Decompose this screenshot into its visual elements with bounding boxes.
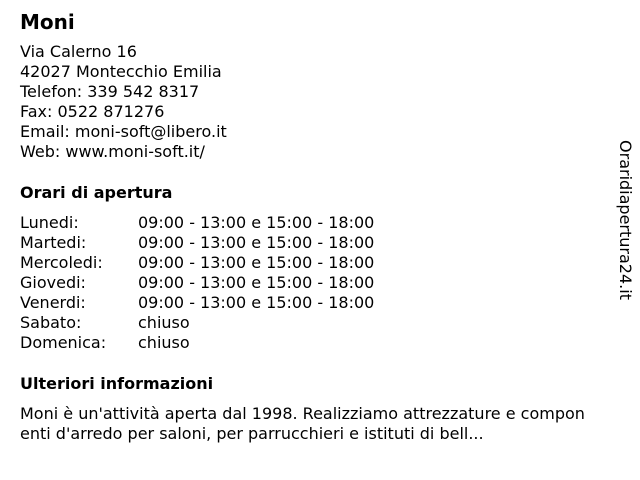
hours-day: Domenica: xyxy=(20,333,107,352)
additional-info-heading: Ulteriori informazioni xyxy=(20,374,214,393)
phone-line: Telefon: 339 542 8317 xyxy=(20,82,200,101)
web-line: Web: www.moni-soft.it/ xyxy=(20,142,205,161)
business-card xyxy=(20,10,600,444)
hours-day: Martedi: xyxy=(20,233,87,252)
address-city: 42027 Montecchio Emilia xyxy=(20,62,222,81)
hours-time: 09:00 - 13:00 e 15:00 - 18:00 xyxy=(138,233,375,252)
fax-line: Fax: 0522 871276 xyxy=(20,102,165,121)
hours-time: 09:00 - 13:00 e 15:00 - 18:00 xyxy=(138,293,375,312)
hours-day: Mercoledi: xyxy=(20,253,103,272)
hours-time: chiuso xyxy=(138,313,190,332)
email-line: Email: moni-soft@libero.it xyxy=(20,122,227,141)
hours-row xyxy=(20,293,600,313)
additional-info-text: Moni è un'attività aperta dal 1998. Realizziamo attrezzature e componenti d'arredo per saloni, per parrucchieri e istituti di bell... xyxy=(20,404,585,443)
hours-time: 09:00 - 13:00 e 15:00 - 18:00 xyxy=(138,273,375,292)
hours-row xyxy=(20,273,600,293)
business-name: Moni xyxy=(20,10,75,34)
hours-time: 09:00 - 13:00 e 15:00 - 18:00 xyxy=(138,253,375,272)
hours-time: 09:00 - 13:00 e 15:00 - 18:00 xyxy=(138,213,375,232)
hours-row xyxy=(20,213,600,233)
hours-time: chiuso xyxy=(138,333,190,352)
address-street: Via Calerno 16 xyxy=(20,42,137,61)
opening-hours-heading: Orari di apertura xyxy=(20,183,173,202)
hours-day: Giovedi: xyxy=(20,273,86,292)
hours-row xyxy=(20,253,600,273)
hours-row xyxy=(20,233,600,253)
hours-day: Lunedi: xyxy=(20,213,79,232)
hours-row xyxy=(20,333,600,353)
hours-day: Venerdi: xyxy=(20,293,86,312)
watermark-text: Oraridiapertura24.it xyxy=(616,140,635,300)
hours-row xyxy=(20,313,600,333)
hours-day: Sabato: xyxy=(20,313,82,332)
opening-hours-table xyxy=(20,213,600,353)
